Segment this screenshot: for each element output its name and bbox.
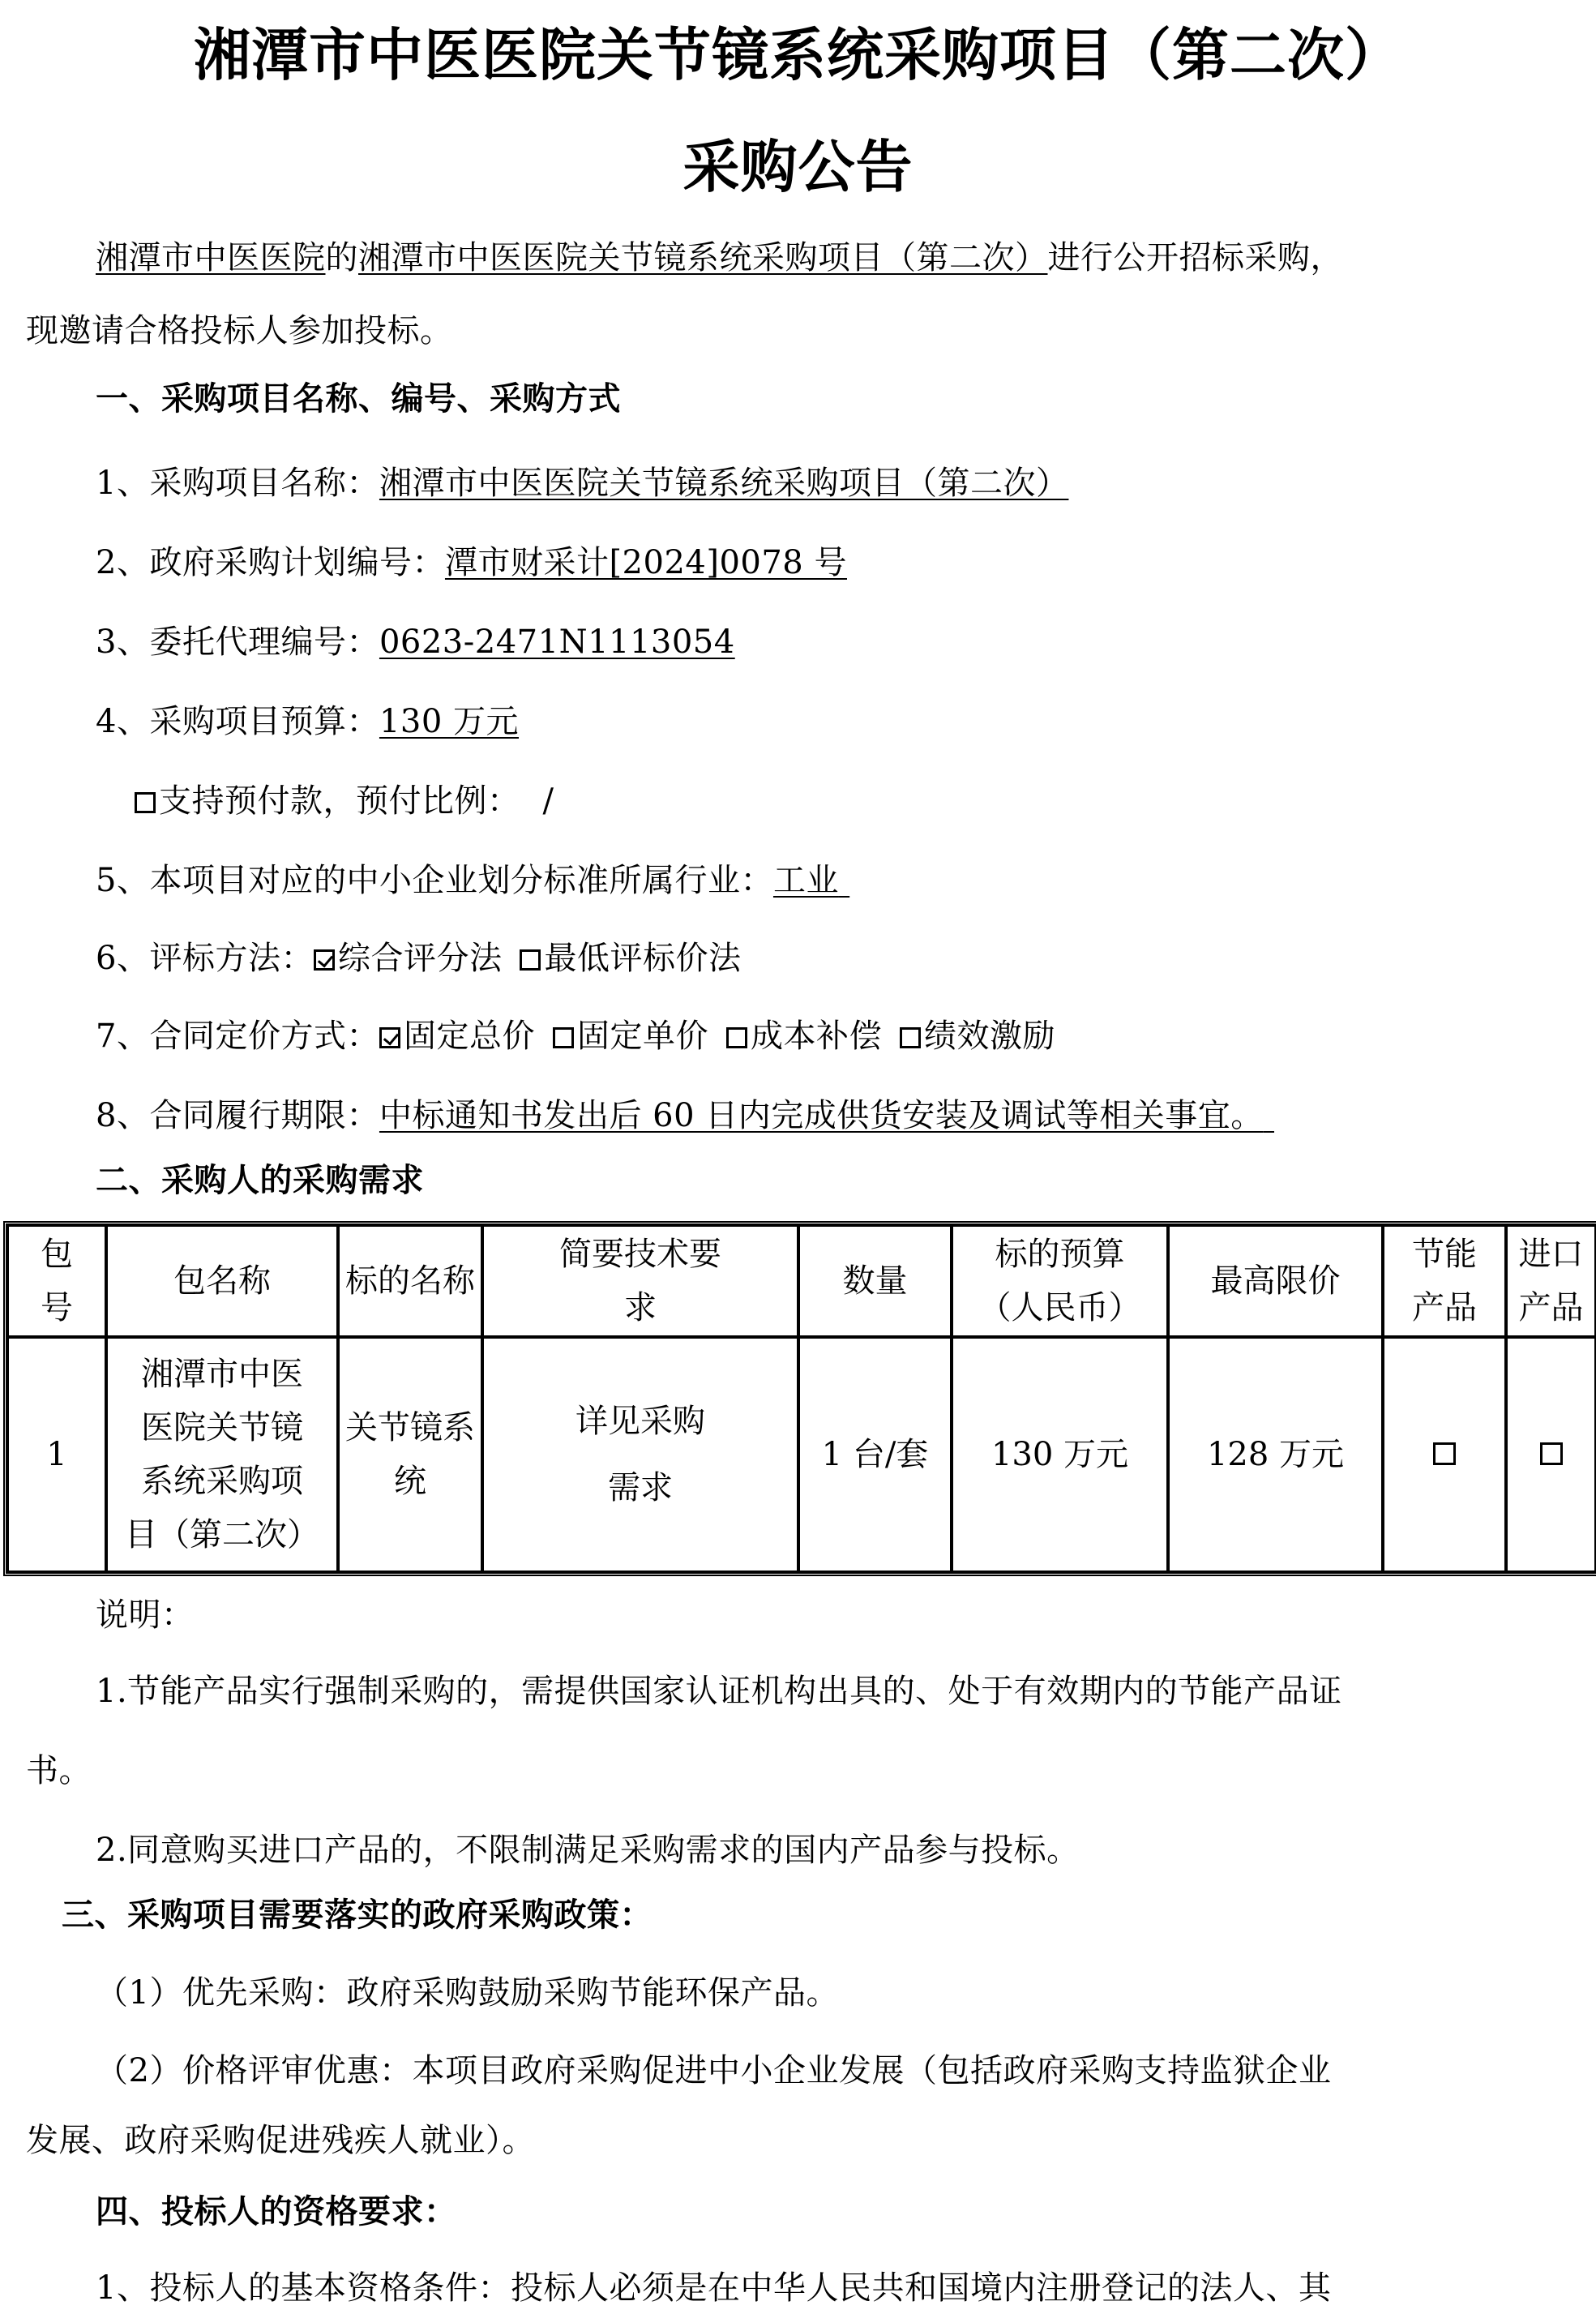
prepay-checkbox[interactable] (135, 792, 156, 813)
header-item-name: 标的名称 (338, 1225, 482, 1337)
policy-p1: （1）优先采购：政府采购鼓励采购节能环保产品。 (96, 1974, 839, 2012)
intro-paragraph (96, 237, 1343, 279)
header-energy: 节能 产品 (1383, 1225, 1506, 1337)
item3-label: 3、委托代理编号： (96, 623, 379, 661)
item4-label: 4、采购项目预算： (96, 703, 379, 740)
project-name: 湘潭市中医医院关节镜系统采购项目（第二次） (358, 239, 1048, 276)
item2 (96, 542, 847, 584)
cell-import (1506, 1337, 1596, 1572)
item6-opt2-checkbox[interactable] (520, 949, 541, 971)
intro-tail: 进行公开招标采购， (1047, 239, 1343, 276)
item7 (96, 1015, 1055, 1057)
cell-budget: 130 万元 (952, 1337, 1168, 1572)
cell-tech: 详见采购 需求 (482, 1337, 798, 1572)
qual-p1: 1、投标人的基本资格条件：投标人必须是在中华人民共和国境内注册登记的法人、其 (96, 2269, 1332, 2307)
item7-opt2: 固定单价 (576, 1018, 708, 1055)
section3-heading: 三、采购项目需要落实的政府采购政策： (62, 1896, 653, 1934)
header-budget: 标的预算 （人民币） (952, 1225, 1168, 1337)
policy-p2-line2: 发展、政府采购促进残疾人就业）。 (26, 2122, 535, 2159)
item6-opt2: 最低评标价法 (544, 940, 742, 977)
item7-opt1-checkbox[interactable] (379, 1027, 400, 1048)
note1-line1: 1.节能产品实行强制采购的，需提供国家认证机构出具的、处于有效期内的节能产品证 (96, 1673, 1342, 1710)
prepay-line (135, 780, 554, 822)
item2-label: 2、政府采购计划编号： (96, 544, 445, 581)
policy-p2-line1: （2）价格评审优惠：本项目政府采购促进中小企业发展（包括政府采购支持监狱企业 (96, 2052, 1332, 2089)
section4-heading: 四、投标人的资格要求： (96, 2193, 457, 2230)
energy-checkbox[interactable] (1433, 1442, 1456, 1465)
cell-energy (1383, 1337, 1506, 1572)
item8 (96, 1095, 1274, 1137)
intro-line2: 现邀请合格投标人参加投标。 (26, 312, 453, 349)
item6-opt1: 综合评分法 (337, 940, 503, 977)
item8-value: 中标通知书发出后 60 日内完成供货安装及调试等相关事宜。 (379, 1097, 1264, 1134)
item5-value: 工业 (772, 862, 839, 899)
item7-label: 7、合同定价方式： (96, 1018, 379, 1055)
cell-qty: 1 台/套 (798, 1337, 952, 1572)
item7-opt1: 固定总价 (403, 1018, 535, 1055)
item4 (96, 701, 519, 743)
item1-label: 1、采购项目名称： (96, 465, 379, 502)
item2-value: 潭市财采计[2024]0078 号 (444, 544, 847, 581)
table-header-row (7, 1225, 1596, 1337)
item6 (96, 937, 741, 979)
cell-max-price: 128 万元 (1168, 1337, 1383, 1572)
document-subtitle: 采购公告 (682, 134, 914, 200)
item1-value: 湘潭市中医医院关节镜系统采购项目（第二次） (379, 465, 1069, 502)
item6-label: 6、评标方法： (96, 940, 314, 977)
requirements-table (3, 1221, 1596, 1576)
item4-value: 130 万元 (379, 703, 520, 740)
purchaser-name: 湘潭市中医医院 (96, 239, 326, 276)
section1-heading: 一、采购项目名称、编号、采购方式 (96, 380, 621, 418)
import-checkbox[interactable] (1540, 1442, 1563, 1465)
cell-item-name: 关节镜系 统 (338, 1337, 482, 1572)
item1 (96, 462, 1068, 504)
table-row (7, 1337, 1596, 1572)
header-qty: 数量 (798, 1225, 952, 1337)
note-heading: 说明： (96, 1596, 195, 1634)
note2: 2.同意购买进口产品的，不限制满足采购需求的国内产品参与投标。 (96, 1832, 1080, 1869)
item3-value: 0623-2471N1113054 (379, 623, 735, 661)
section2-heading: 二、采购人的采购需求 (96, 1162, 424, 1199)
item7-opt3-checkbox[interactable] (726, 1027, 747, 1048)
item7-opt2-checkbox[interactable] (553, 1027, 574, 1048)
cell-pkg-no: 1 (7, 1337, 106, 1572)
note1-line2: 书。 (26, 1752, 92, 1789)
header-pkg-no: 包 号 (7, 1225, 106, 1337)
intro-connector: 的 (325, 239, 358, 276)
cell-pkg-name: 湘潭市中医 医院关节镜 系统采购项 目（第二次） (106, 1337, 338, 1572)
document-title: 湘潭市中医医院关节镜系统采购项目（第二次） (194, 22, 1402, 88)
item6-opt1-checkbox[interactable] (314, 949, 335, 971)
item7-opt4-checkbox[interactable] (900, 1027, 921, 1048)
prepay-value: / (542, 782, 554, 820)
header-import: 进口 产品 (1506, 1225, 1596, 1337)
item5-label: 5、本项目对应的中小企业划分标准所属行业： (96, 862, 773, 899)
item8-label: 8、合同履行期限： (96, 1097, 379, 1134)
item7-opt4: 绩效激励 (923, 1018, 1055, 1055)
header-tech: 简要技术要 求 (482, 1225, 798, 1337)
prepay-label: 支持预付款，预付比例： (159, 782, 520, 820)
header-max-price: 最高限价 (1168, 1225, 1383, 1337)
item5 (96, 859, 849, 902)
item3 (96, 621, 735, 663)
item7-opt3: 成本补偿 (750, 1018, 882, 1055)
header-pkg-name: 包名称 (106, 1225, 338, 1337)
